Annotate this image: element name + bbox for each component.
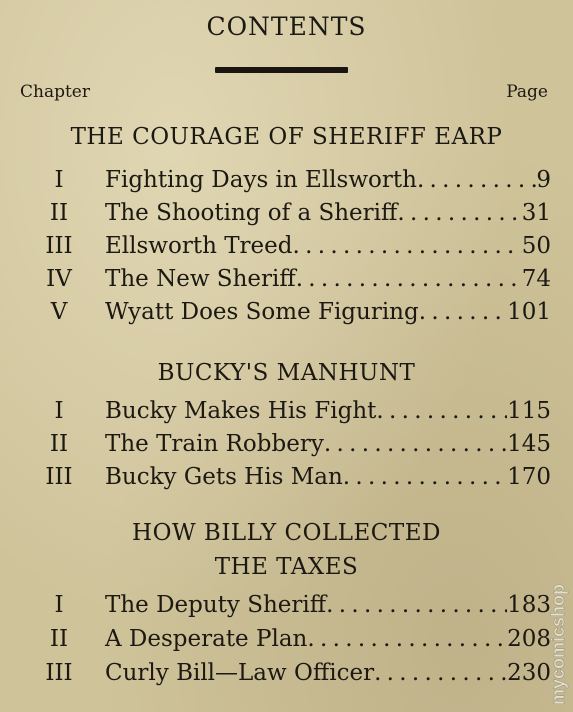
page-number: 74 xyxy=(521,266,551,292)
chapter-number: I xyxy=(54,167,64,193)
dot-leader xyxy=(417,167,536,193)
section-title: THE COURAGE OF SHERIFF EARP xyxy=(70,124,503,150)
chapter-number: III xyxy=(45,464,73,490)
chapter-title: Bucky Gets His Man xyxy=(105,464,343,490)
toc-entry xyxy=(0,431,573,465)
toc-entry xyxy=(0,398,573,432)
chapter-number: III xyxy=(45,660,73,686)
page-number: 230 xyxy=(507,660,551,686)
dot-leader xyxy=(343,464,507,490)
toc-entry xyxy=(0,299,573,333)
page-title: CONTENTS xyxy=(206,12,367,41)
chapter-title: The Train Robbery xyxy=(105,431,324,457)
page-number: 50 xyxy=(521,233,551,259)
watermark-text: mycomicshop xyxy=(548,583,568,705)
dot-leader xyxy=(376,398,507,424)
chapter-number: I xyxy=(54,398,64,424)
chapter-title: Curly Bill—Law Officer xyxy=(105,660,375,686)
page-number: 183 xyxy=(507,592,551,618)
chapter-title: The Shooting of a Sheriff xyxy=(105,200,398,226)
page-number: 170 xyxy=(507,464,551,490)
chapter-title: The New Sheriff xyxy=(105,266,296,292)
toc-entry xyxy=(0,167,573,201)
chapter-number: V xyxy=(50,299,68,325)
chapter-number: IV xyxy=(46,266,72,292)
dot-leader xyxy=(296,266,522,292)
dot-leader xyxy=(397,200,521,226)
page-number: 101 xyxy=(507,299,551,325)
chapter-number: II xyxy=(49,200,69,226)
dot-leader xyxy=(324,431,507,457)
chapter-title: The Deputy Sheriff xyxy=(105,592,327,618)
chapter-title: Wyatt Does Some Figuring xyxy=(105,299,419,325)
toc-entry xyxy=(0,464,573,498)
title-rule xyxy=(215,67,348,73)
dot-leader xyxy=(326,592,507,618)
chapter-title: Ellsworth Treed xyxy=(105,233,293,259)
watermark-logo xyxy=(547,470,571,710)
section-title: BUCKY'S MANHUNT xyxy=(157,360,416,386)
chapter-number: II xyxy=(49,431,69,457)
page-column-label: Page xyxy=(506,82,548,102)
toc-entry xyxy=(0,233,573,267)
toc-entry xyxy=(0,660,573,694)
chapter-column-label: Chapter xyxy=(20,82,90,102)
dot-leader xyxy=(307,626,507,652)
chapter-title: Fighting Days in Ellsworth xyxy=(105,167,417,193)
toc-entry xyxy=(0,592,573,626)
chapter-number: II xyxy=(49,626,69,652)
chapter-number: I xyxy=(54,592,64,618)
dot-leader xyxy=(292,233,521,259)
page-number: 9 xyxy=(536,167,551,193)
section-title-continued: THE TAXES xyxy=(214,554,359,580)
toc-entry xyxy=(0,626,573,660)
page-number: 208 xyxy=(507,626,551,652)
chapter-title: Bucky Makes His Fight xyxy=(105,398,377,424)
page-number: 145 xyxy=(507,431,551,457)
toc-entry xyxy=(0,200,573,234)
page-number: 31 xyxy=(521,200,551,226)
toc-entry xyxy=(0,266,573,300)
chapter-title: A Desperate Plan xyxy=(105,626,308,652)
chapter-number: III xyxy=(45,233,73,259)
section-title: HOW BILLY COLLECTED xyxy=(132,520,441,546)
dot-leader xyxy=(374,660,507,686)
page-number: 115 xyxy=(507,398,551,424)
dot-leader xyxy=(419,299,507,325)
